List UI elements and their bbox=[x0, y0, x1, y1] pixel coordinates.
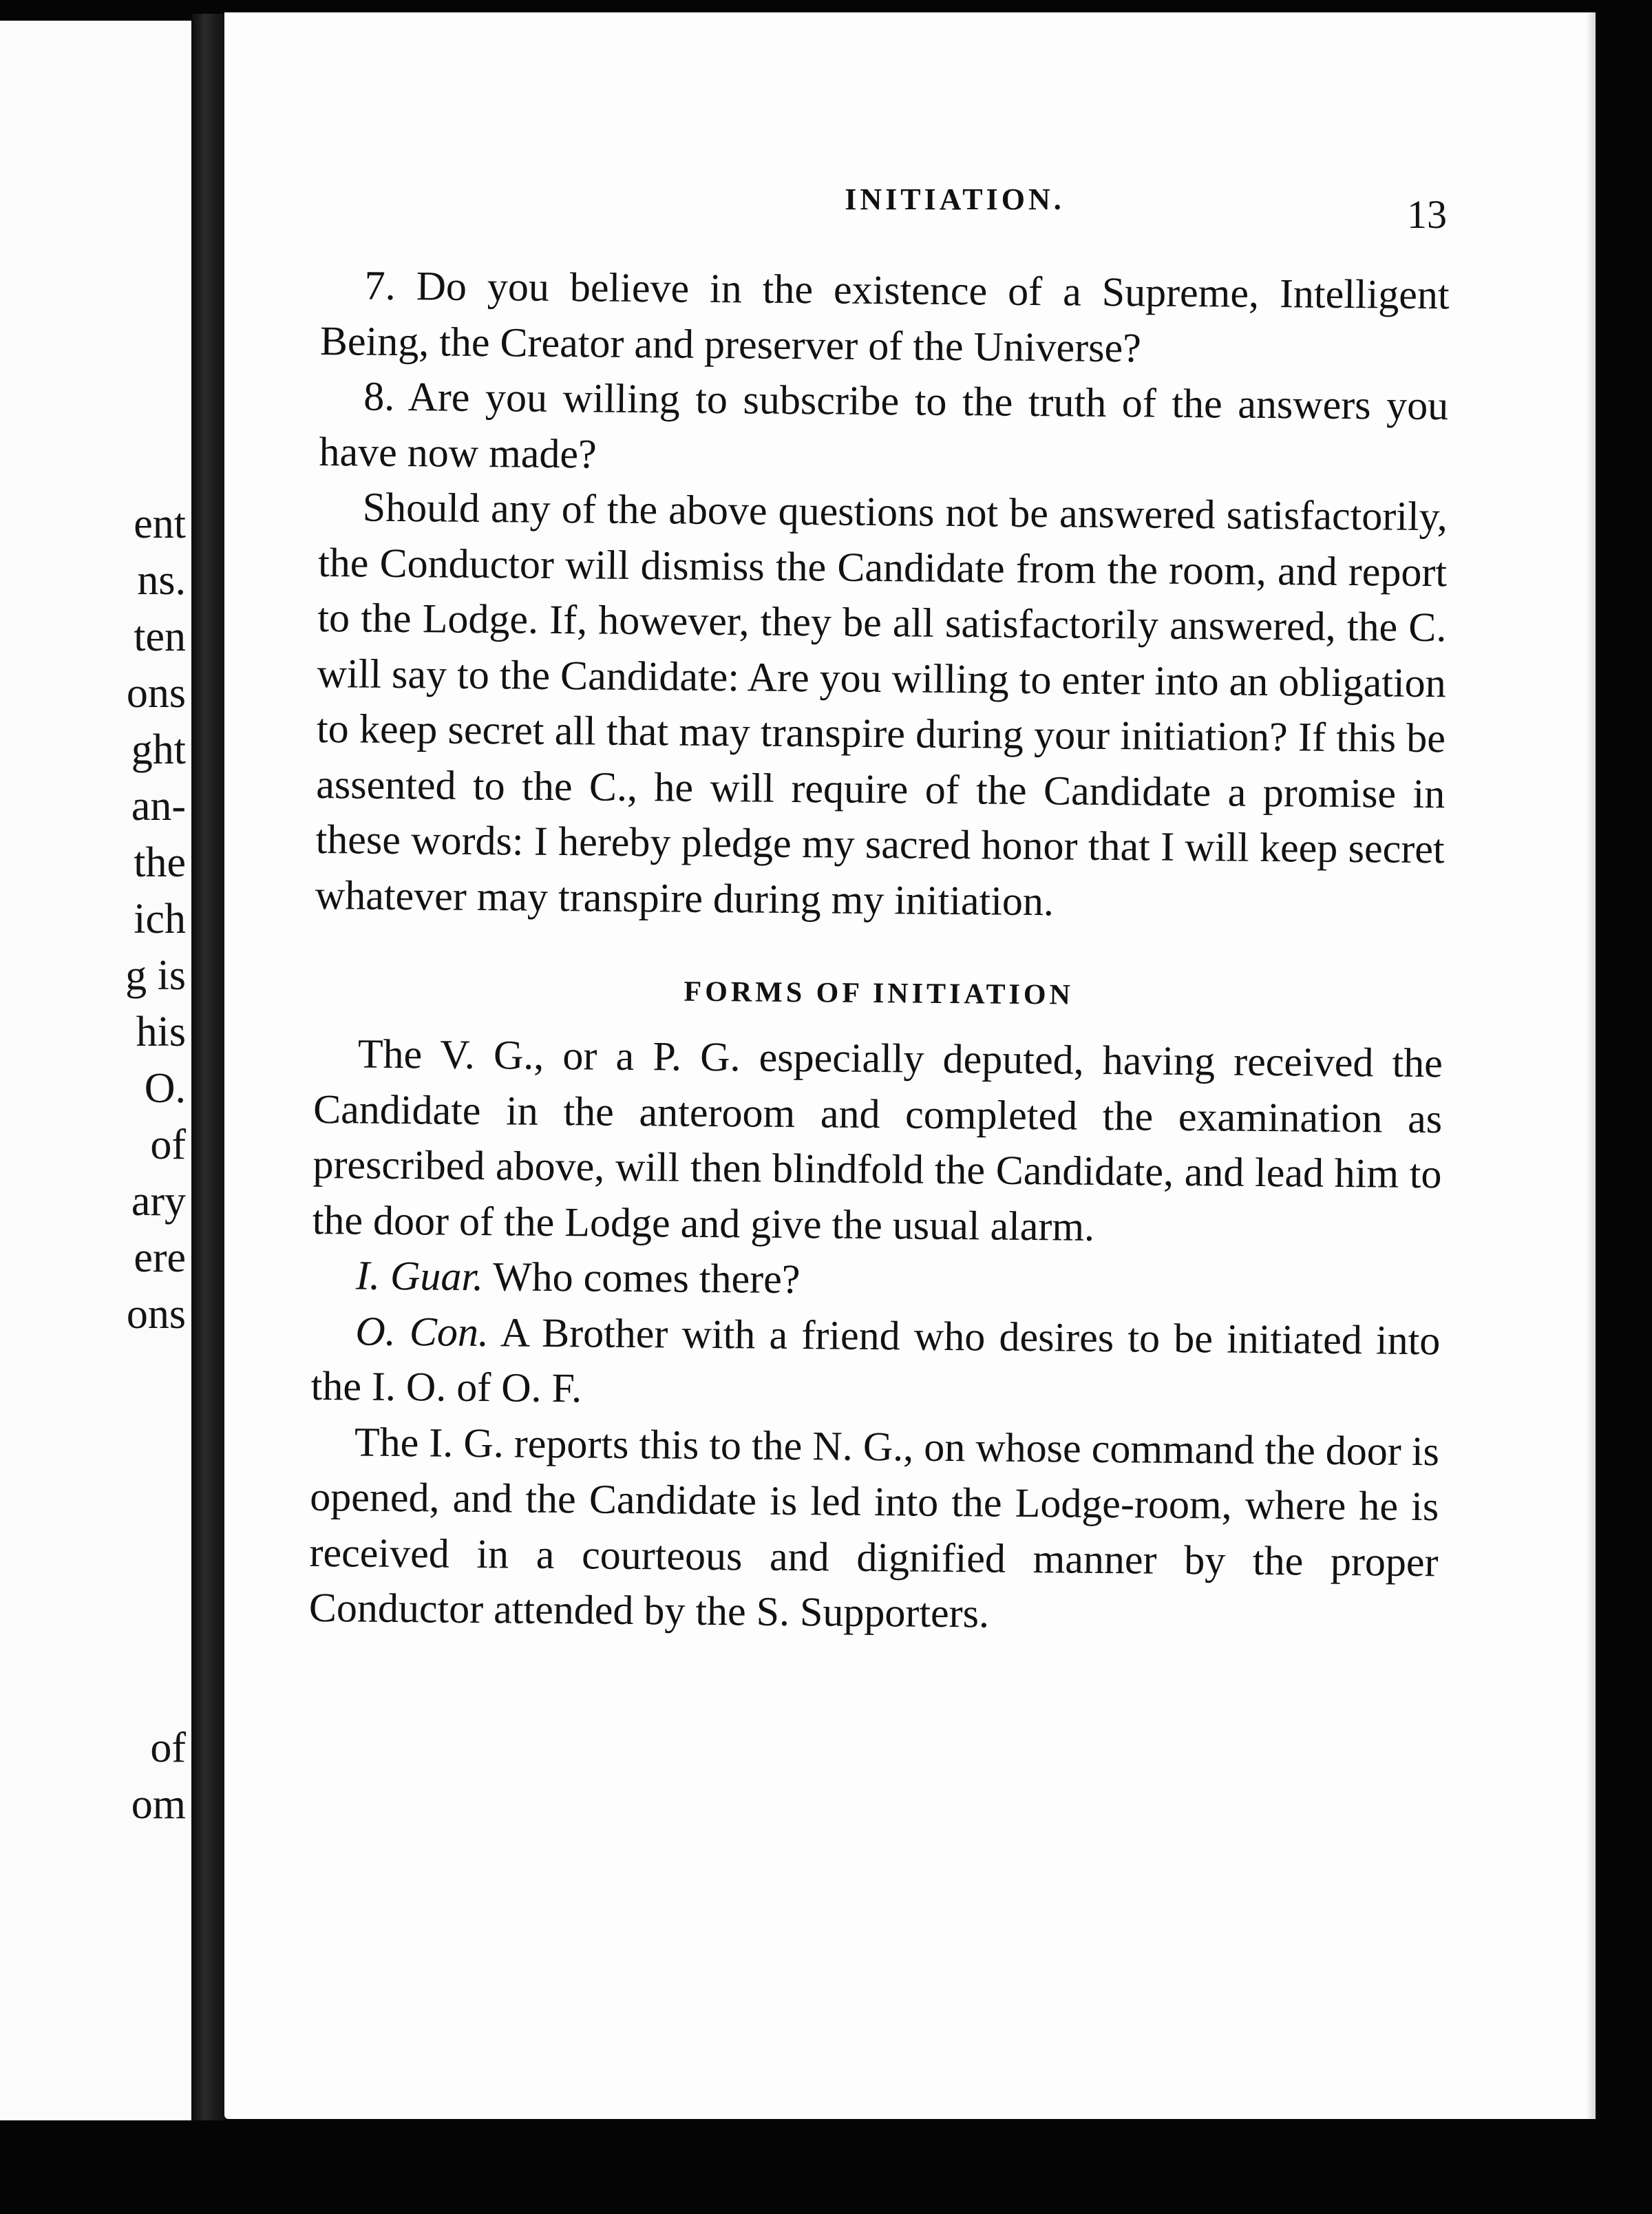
dialogue-line: Who comes there? bbox=[492, 1254, 801, 1303]
left-page-line: ons bbox=[126, 1291, 186, 1338]
left-page-line: ere bbox=[134, 1234, 186, 1281]
left-page-line: ary bbox=[131, 1178, 186, 1225]
left-page-line: ent bbox=[134, 500, 186, 547]
question-7: 7. Do you believe in the existence of a Supreme, Intelligent Being, the Creator and preserver of the Universe? bbox=[319, 262, 1450, 370]
section-heading: FORMS OF INITIATION bbox=[684, 976, 1074, 1011]
running-head: INITIATION. bbox=[845, 182, 1065, 216]
left-page-line: ons bbox=[126, 670, 186, 717]
book-gutter bbox=[191, 14, 224, 2120]
left-page-line: ich bbox=[134, 896, 186, 942]
left-page-line: ns. bbox=[137, 557, 186, 604]
page-number: 13 bbox=[1407, 192, 1447, 237]
dialogue-con bbox=[310, 1303, 1440, 1423]
body-text bbox=[309, 257, 1450, 1645]
left-page-line: g is bbox=[125, 952, 186, 999]
speaker-label: O. Con. bbox=[355, 1308, 489, 1355]
speaker-label: I. Guar. bbox=[355, 1252, 484, 1300]
question-8: 8. Are you willing to subscribe to the truth of the answers you have now made? bbox=[319, 373, 1449, 477]
dialogue-line: A Brother with a friend who desires to be initiated into the I. O. of O. F. bbox=[310, 1309, 1441, 1411]
left-page-line: ten bbox=[134, 613, 186, 660]
left-page-line: of bbox=[150, 1725, 186, 1771]
left-facing-page bbox=[0, 21, 191, 2120]
paragraph-ig: The I. G. reports this to the N. G., on whose command the door is opened, and the Candidate is led into the Lodge-room, where he is received in a courteous and dignified manner by the proper Conductor attended by the S. Supporters. bbox=[308, 1418, 1440, 1636]
main-page bbox=[224, 12, 1596, 2119]
dialogue-guar bbox=[312, 1247, 1441, 1313]
left-page-line: of bbox=[150, 1121, 186, 1168]
left-page-line: ght bbox=[131, 726, 186, 773]
paragraph-dismissal: Should any of the above questions not be answered satisfactorily, the Conductor will dismiss the Candidate from the room, and report to the Lodge. If, however, they be all satisfactorily answered, the C. will say to the Candidate: Are you willing to enter into an obligation to keep secret all that may transpire during your initiation? If this be assented to the C., he will require of the Candidate a promise in these words: I hereby pledge my sacred honor that I will keep secret whatever may transpire during my initiation. bbox=[315, 484, 1448, 924]
left-page-line: an- bbox=[131, 783, 186, 830]
left-page-line: his bbox=[136, 1009, 186, 1055]
paragraph-vg: The V. G., or a P. G. especially deputed, having received the Candidate in the anteroom and completed the examination as prescribed above, will then blindfold the Candidate, and lead him to the door of the Lodge and give the usual alarm. bbox=[312, 1031, 1443, 1250]
left-page-line: the bbox=[134, 839, 186, 886]
left-page-line: O. bbox=[144, 1065, 186, 1112]
left-page-line: om bbox=[131, 1781, 186, 1828]
page-edge-shadow bbox=[1586, 12, 1596, 2119]
